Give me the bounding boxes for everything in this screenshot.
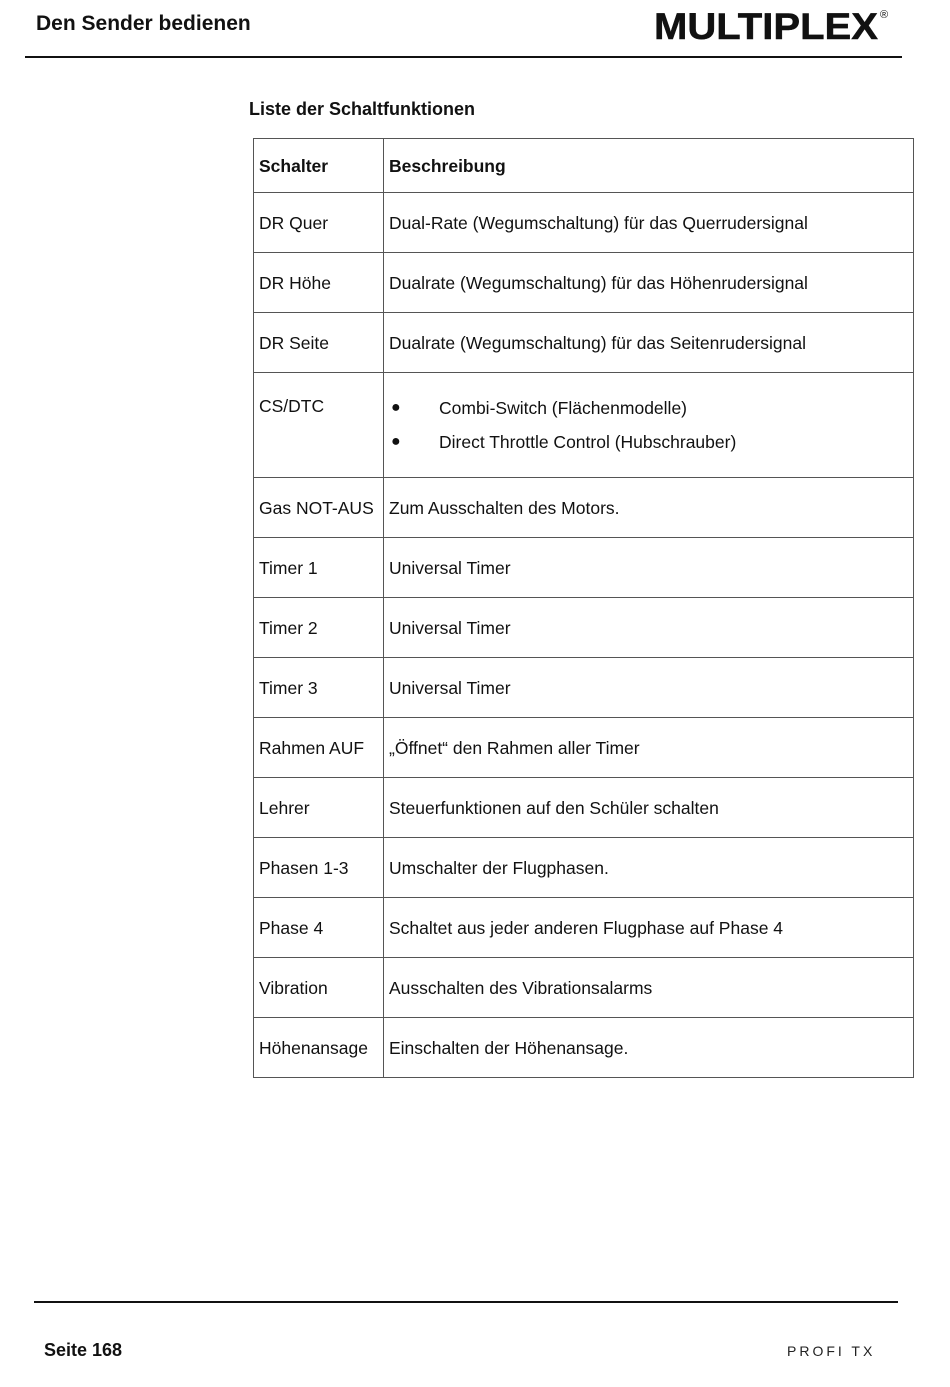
table-row — [254, 193, 914, 253]
table-row — [254, 898, 914, 958]
switch-description: Universal Timer — [384, 598, 914, 658]
list-item — [389, 425, 908, 459]
switch-name: CS/DTC — [254, 373, 384, 478]
table-row — [254, 373, 914, 478]
switch-description: Einschalten der Höhenansage. — [384, 1018, 914, 1078]
table-row — [254, 478, 914, 538]
table-row — [254, 313, 914, 373]
switch-description: Zum Ausschalten des Motors. — [384, 478, 914, 538]
column-header-switch: Schalter — [254, 139, 384, 193]
switch-name: Rahmen AUF — [254, 718, 384, 778]
switch-description: „Öffnet“ den Rahmen aller Timer — [384, 718, 914, 778]
header-divider — [25, 56, 902, 58]
table-header-row — [254, 139, 914, 193]
table-row — [254, 1018, 914, 1078]
registered-mark: ® — [880, 9, 889, 21]
section-title: Liste der Schaltfunktionen — [249, 99, 476, 119]
multiplex-logo — [652, 6, 892, 46]
table-row — [254, 538, 914, 598]
switch-description: Universal Timer — [384, 658, 914, 718]
switch-name: Timer 3 — [254, 658, 384, 718]
switch-functions-table — [253, 138, 914, 1078]
switch-name: Lehrer — [254, 778, 384, 838]
bullet-text: Direct Throttle Control (Hubschrauber) — [439, 432, 737, 452]
bullet-icon: ● — [391, 433, 401, 450]
switch-description: Universal Timer — [384, 538, 914, 598]
bullet-icon: ● — [391, 399, 401, 416]
bullet-text: Combi-Switch (Flächenmodelle) — [439, 398, 687, 418]
multiplex-logo-text: MULTIPLEX — [654, 6, 879, 46]
page-number: Seite 168 — [44, 1340, 123, 1360]
switch-name: Phasen 1-3 — [254, 838, 384, 898]
table-row — [254, 958, 914, 1018]
switch-description: Dual-Rate (Wegumschaltung) für das Querrudersignal — [384, 193, 914, 253]
switch-name: Gas NOT-AUS — [254, 478, 384, 538]
table-row — [254, 778, 914, 838]
product-name: PROFI TX — [787, 1343, 876, 1359]
switch-name: Phase 4 — [254, 898, 384, 958]
list-item — [389, 391, 908, 425]
switch-name: DR Höhe — [254, 253, 384, 313]
switch-description: Dualrate (Wegumschaltung) für das Seitenrudersignal — [384, 313, 914, 373]
table-row — [254, 658, 914, 718]
switch-name: Vibration — [254, 958, 384, 1018]
switch-description: Schaltet aus jeder anderen Flugphase auf Phase 4 — [384, 898, 914, 958]
switch-description: Steuerfunktionen auf den Schüler schalten — [384, 778, 914, 838]
table-row — [254, 253, 914, 313]
table-row — [254, 598, 914, 658]
switch-description: Ausschalten des Vibrationsalarms — [384, 958, 914, 1018]
switch-description — [384, 373, 914, 478]
switch-description: Dualrate (Wegumschaltung) für das Höhenrudersignal — [384, 253, 914, 313]
switch-name: DR Seite — [254, 313, 384, 373]
table-row — [254, 838, 914, 898]
switch-name: Timer 2 — [254, 598, 384, 658]
footer-divider — [34, 1301, 898, 1303]
page-header-title: Den Sender bedienen — [36, 12, 251, 35]
switch-name: Höhenansage — [254, 1018, 384, 1078]
switch-name: Timer 1 — [254, 538, 384, 598]
switch-name: DR Quer — [254, 193, 384, 253]
description-bullet-list — [389, 391, 908, 459]
table-row — [254, 718, 914, 778]
switch-description: Umschalter der Flugphasen. — [384, 838, 914, 898]
column-header-description: Beschreibung — [384, 139, 914, 193]
